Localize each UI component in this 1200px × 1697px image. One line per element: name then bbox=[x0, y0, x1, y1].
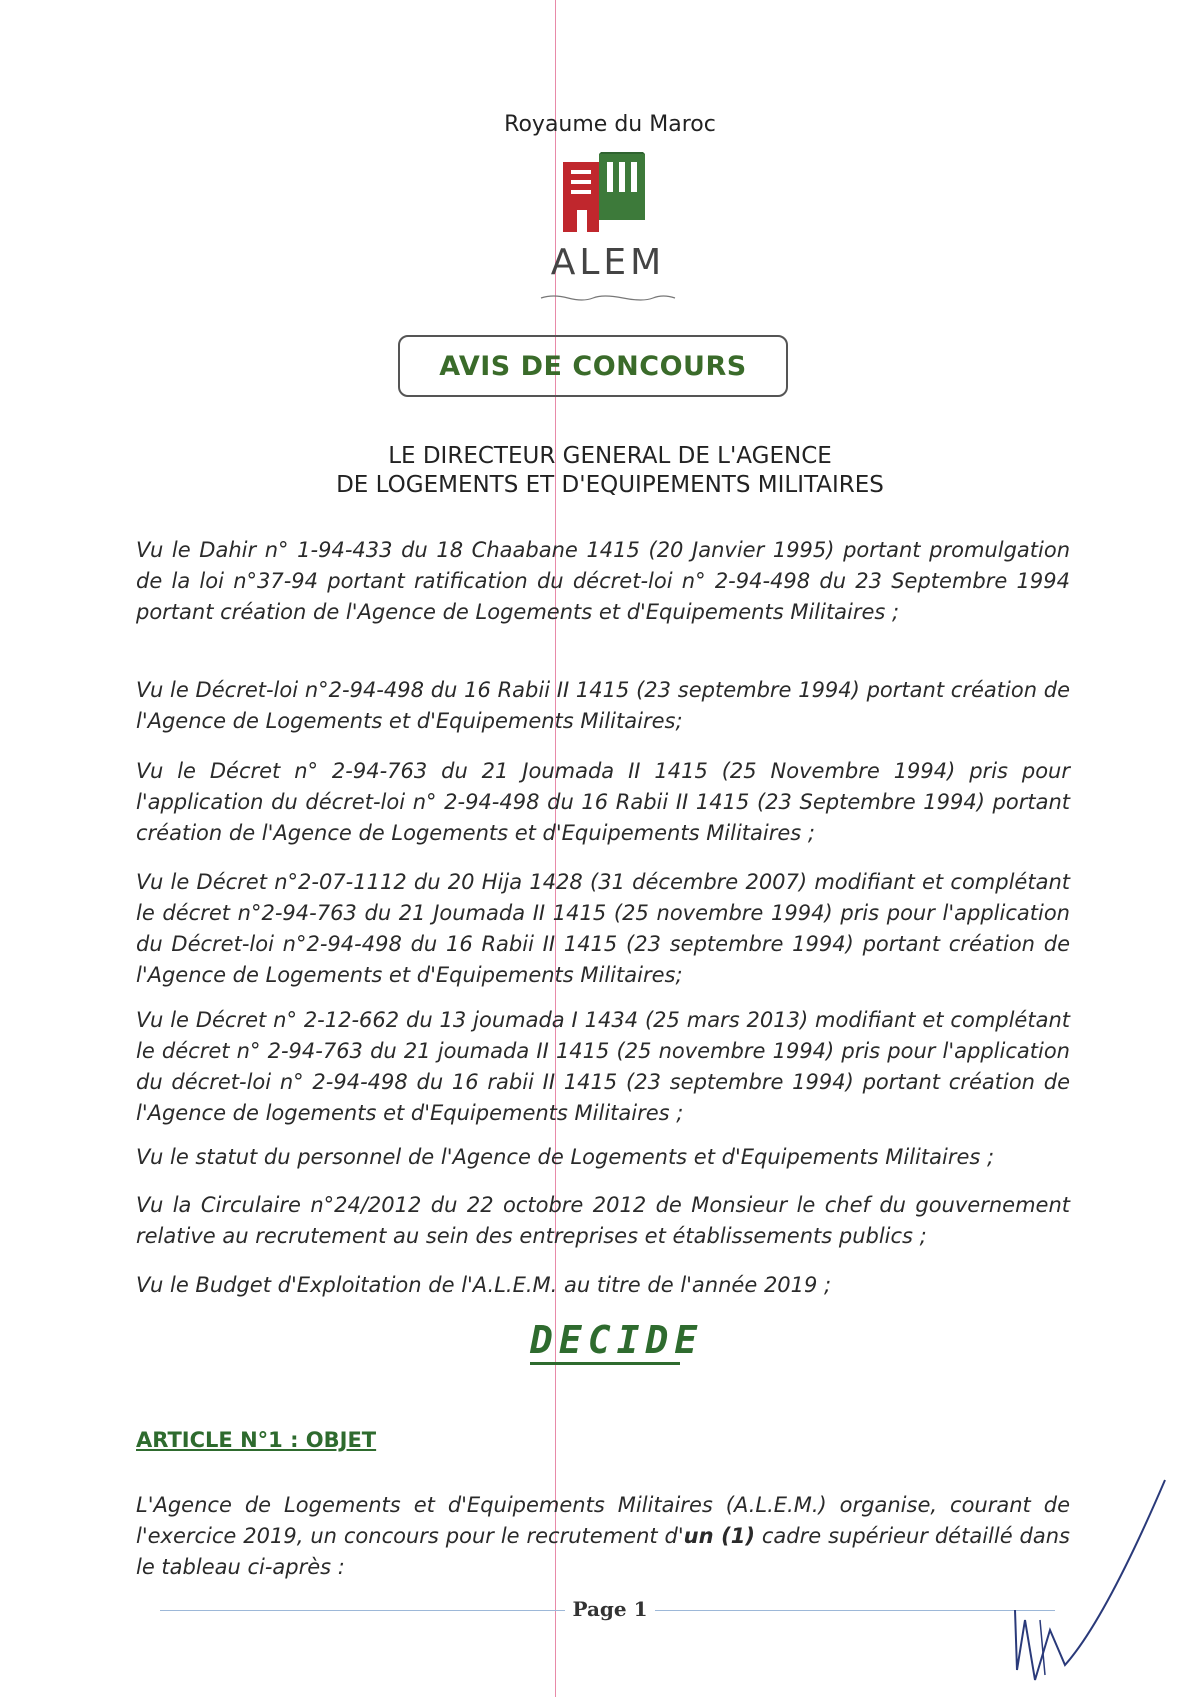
page-number: Page 1 bbox=[572, 1597, 648, 1621]
director-line-1: LE DIRECTEUR GENERAL DE L'AGENCE bbox=[388, 443, 832, 469]
country-heading: Royaume du Maroc bbox=[504, 112, 716, 137]
article-text-bold: un (1) bbox=[683, 1524, 755, 1548]
consideration-2: Vu le Décret-loi n°2-94-498 du 16 Rabii II 1415 (23 septembre 1994) portant création de l'Agence de Logements et d'Equipements Militaires; bbox=[136, 678, 1070, 733]
decide-heading: DECIDE bbox=[530, 1318, 680, 1365]
consideration-3: Vu le Décret n° 2-94-763 du 21 Joumada II 1415 (25 Novembre 1994) pris pour l'application du décret-loi n° 2-94-498 du 16 Rabii II 1415 (23 Septembre 1994) portant création de l'Agence de Logements et d'Equipements Militaires ; bbox=[136, 759, 1070, 845]
consideration-8: Vu le Budget d'Exploitation de l'A.L.E.M. au titre de l'année 2019 ; bbox=[136, 1273, 832, 1297]
title-box: AVIS DE CONCOURS bbox=[398, 335, 788, 397]
consideration-4: Vu le Décret n°2-07-1112 du 20 Hija 1428 (31 décembre 2007) modifiant et complétant le décret n°2-94-763 du 21 Joumada II 1415 (25 novembre 1994) pris pour l'application du Décret-loi n°2-94-498 du 16 Rabii II 1415 (23 septembre 1994) portant création de l'Agence de Logements et d'Equipements Militaires; bbox=[136, 870, 1070, 987]
footer-divider-left bbox=[160, 1610, 565, 1611]
consideration-7: Vu la Circulaire n°24/2012 du 22 octobre 2012 de Monsieur le chef du gouvernement relative au recrutement au sein des entreprises et établissements publics ; bbox=[136, 1193, 1070, 1248]
logo-arabic-subtitle bbox=[533, 286, 683, 294]
signature bbox=[995, 1470, 1175, 1690]
article-1-text bbox=[136, 1490, 1070, 1583]
article-text-part-2: cadre supérieur détaillé dans le tableau ci-après : bbox=[136, 1524, 1070, 1579]
director-heading bbox=[0, 442, 1200, 500]
consideration-1: Vu le Dahir n° 1-94-433 du 18 Chaabane 1415 (20 Janvier 1995) portant promulgation de la loi n°37-94 portant ratification du décret-loi n° 2-94-498 du 23 Septembre 1994 portant création de l'Agence de Logements et d'Equipements Militaires ; bbox=[136, 538, 1070, 624]
consideration-6: Vu le statut du personnel de l'Agence de Logements et d'Equipements Militaires ; bbox=[136, 1145, 995, 1169]
article-1-title: ARTICLE N°1 : OBJET bbox=[136, 1428, 377, 1452]
logo-wordmark: ALEM bbox=[550, 242, 666, 283]
article-text-part-1: L'Agence de Logements et d'Equipements Militaires (A.L.E.M.) organise, courant de l'exercice 2019, un concours pour le recrutement d' bbox=[136, 1493, 1070, 1548]
director-line-2: DE LOGEMENTS ET D'EQUIPEMENTS MILITAIRES bbox=[336, 472, 884, 498]
consideration-5: Vu le Décret n° 2-12-662 du 13 joumada I 1434 (25 mars 2013) modifiant et complétant le décret n° 2-94-763 du 21 joumada II 1415 (25 novembre 1994) pris pour l'application du décret-loi n° 2-94-498 du 16 rabii II 1415 (23 septembre 1994) portant création de l'Agence de logements et d'Equipements Militaires ; bbox=[136, 1008, 1070, 1125]
